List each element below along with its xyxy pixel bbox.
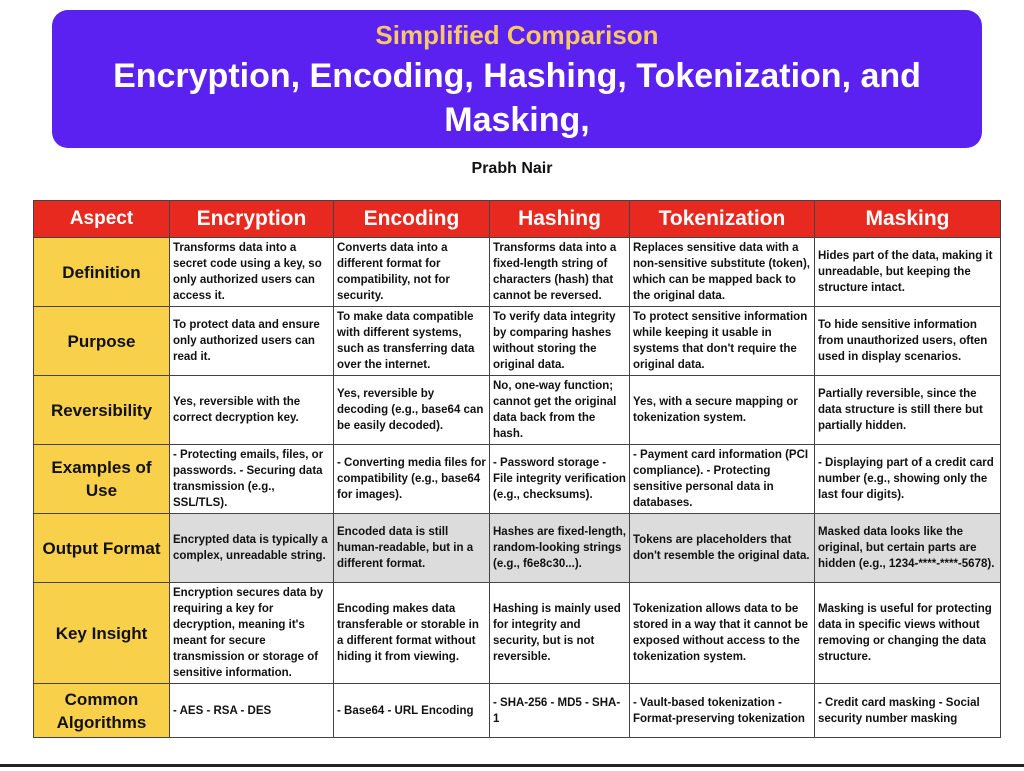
table-cell: Encrypted data is typically a complex, unreadable string. xyxy=(170,514,334,583)
table-cell: To protect data and ensure only authorized users can read it. xyxy=(170,307,334,376)
table-row xyxy=(34,238,1001,307)
table-cell: Replaces sensitive data with a non-sensitive substitute (token), which can be mapped back to the original data. xyxy=(630,238,815,307)
table-cell: - Base64 - URL Encoding xyxy=(334,684,490,738)
table-cell: - Protecting emails, files, or passwords. - Securing data transmission (e.g., SSL/TLS). xyxy=(170,445,334,514)
table-cell: Tokenization allows data to be stored in a way that it cannot be exposed without access to the tokenization system. xyxy=(630,583,815,684)
table-cell: Tokens are placeholders that don't resemble the original data. xyxy=(630,514,815,583)
table-cell: To make data compatible with different systems, such as transferring data over the internet. xyxy=(334,307,490,376)
table-cell: To hide sensitive information from unauthorized users, often used in display scenarios. xyxy=(815,307,1001,376)
table-cell: - Converting media files for compatibility (e.g., base64 for images). xyxy=(334,445,490,514)
table-cell: To verify data integrity by comparing hashes without storing the original data. xyxy=(490,307,630,376)
header-aspect: Aspect xyxy=(34,201,170,238)
table-cell: Partially reversible, since the data structure is still there but partially hidden. xyxy=(815,376,1001,445)
table-row xyxy=(34,376,1001,445)
table-cell: Yes, reversible with the correct decryption key. xyxy=(170,376,334,445)
table-cell: Encoding makes data transferable or storable in a different format without hiding it from viewing. xyxy=(334,583,490,684)
table-row xyxy=(34,307,1001,376)
row-label: Definition xyxy=(34,238,170,307)
table-cell: - Password storage - File integrity verification (e.g., checksums). xyxy=(490,445,630,514)
author-name: Prabh Nair xyxy=(471,160,553,177)
row-label: Output Format xyxy=(34,514,170,583)
subtitle: Simplified Comparison xyxy=(375,20,659,50)
table-cell: Transforms data into a fixed-length string of characters (hash) that cannot be reversed. xyxy=(490,238,630,307)
bottom-divider xyxy=(0,764,1024,767)
header-row xyxy=(34,201,1001,238)
table-cell: Transforms data into a secret code using a key, so only authorized users can access it. xyxy=(170,238,334,307)
row-label: Examples of Use xyxy=(34,445,170,514)
table-cell: Converts data into a different format for compatibility, not for security. xyxy=(334,238,490,307)
header-masking: Masking xyxy=(815,201,1001,238)
table-row xyxy=(34,684,1001,738)
header-tokenization: Tokenization xyxy=(630,201,815,238)
row-label: Reversibility xyxy=(34,376,170,445)
table-row xyxy=(34,514,1001,583)
table-row xyxy=(34,445,1001,514)
row-label: Key Insight xyxy=(34,583,170,684)
comparison-table xyxy=(33,200,1001,738)
table-cell: Encryption secures data by requiring a key for decryption, meaning it's meant for secure transmission or storage of sensitive information. xyxy=(170,583,334,684)
table-cell: - Credit card masking - Social security number masking xyxy=(815,684,1001,738)
table-cell: - Vault-based tokenization - Format-preserving tokenization xyxy=(630,684,815,738)
table-cell: Yes, reversible by decoding (e.g., base64 can be easily decoded). xyxy=(334,376,490,445)
title-banner xyxy=(52,10,982,148)
table-cell: No, one-way function; cannot get the original data back from the hash. xyxy=(490,376,630,445)
page-title: Encryption, Encoding, Hashing, Tokenization, and Masking, xyxy=(113,57,921,139)
table-cell: - SHA-256 - MD5 - SHA-1 xyxy=(490,684,630,738)
table-cell: Masked data looks like the original, but certain parts are hidden (e.g., 1234-****-****-5678). xyxy=(815,514,1001,583)
table-cell: Masking is useful for protecting data in specific views without removing or changing the data structure. xyxy=(815,583,1001,684)
table-cell: - AES - RSA - DES xyxy=(170,684,334,738)
table-cell: Yes, with a secure mapping or tokenization system. xyxy=(630,376,815,445)
table-cell: - Displaying part of a credit card number (e.g., showing only the last four digits). xyxy=(815,445,1001,514)
table-cell: To protect sensitive information while keeping it usable in systems that don't require the original data. xyxy=(630,307,815,376)
header-encryption: Encryption xyxy=(170,201,334,238)
table-row xyxy=(34,583,1001,684)
header-encoding: Encoding xyxy=(334,201,490,238)
row-label: Purpose xyxy=(34,307,170,376)
table-cell: Hashes are fixed-length, random-looking strings (e.g., f6e8c30...). xyxy=(490,514,630,583)
header-hashing: Hashing xyxy=(490,201,630,238)
table-cell: Encoded data is still human-readable, but in a different format. xyxy=(334,514,490,583)
row-label: Common Algorithms xyxy=(34,684,170,738)
table-cell: Hashing is mainly used for integrity and security, but is not reversible. xyxy=(490,583,630,684)
table-cell: Hides part of the data, making it unreadable, but keeping the structure intact. xyxy=(815,238,1001,307)
table-cell: - Payment card information (PCI compliance). - Protecting sensitive personal data in databases. xyxy=(630,445,815,514)
